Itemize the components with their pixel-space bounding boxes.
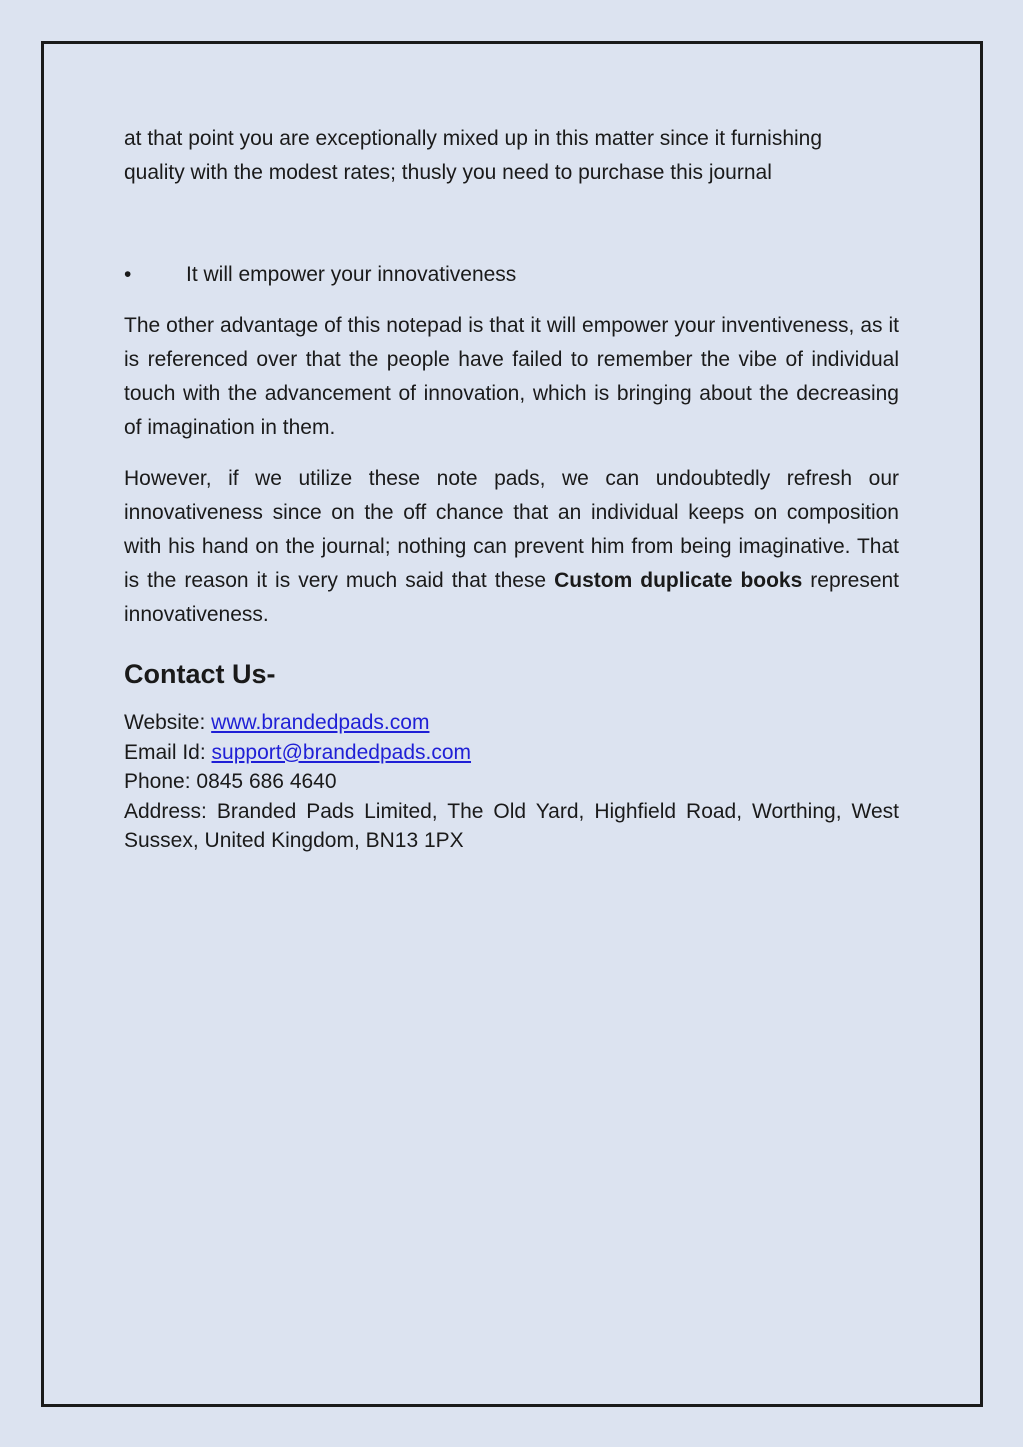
paragraph-text-before-bold: However, if we utilize these note pads, we can undoubtedly refresh our innovativeness since on the off chance that an individual keeps on composition with his hand on the journal; nothing can prevent him from being imaginative. That is the reason it is very much said that these: [124, 467, 899, 592]
custom-duplicate-books-highlight: Custom duplicate books: [554, 569, 803, 592]
intro-line-1: at that point you are exceptionally mixed up in this matter since it furnishing: [124, 127, 823, 150]
bullet-text: It will empower your innovativeness: [186, 263, 517, 286]
bullet-item: [124, 258, 899, 292]
advantage-paragraph: The other advantage of this notepad is that it will empower your inventiveness, as it is referenced over that the people have failed to remember the vibe of individual touch with the advancement of innovation, which is bringing about the decreasing of imagination in them.: [124, 314, 899, 439]
contact-heading: Contact Us-: [124, 659, 276, 689]
address-line: Address: Branded Pads Limited, The Old Yard, Highfield Road, Worthing, West Sussex, United Kingdom, BN13 1PX: [124, 799, 899, 852]
email-line: [124, 738, 899, 768]
contact-details: [124, 708, 899, 856]
bullet-icon: •: [124, 263, 132, 286]
email-link[interactable]: support@brandedpads.com: [211, 740, 472, 764]
intro-paragraph: [124, 122, 899, 190]
website-line: [124, 708, 899, 738]
document-body: [124, 122, 899, 856]
website-link[interactable]: www.brandedpads.com: [211, 711, 430, 734]
paragraph-text-after-bold: represent innovativeness.: [124, 569, 900, 626]
intro-line-2: quality with the modest rates; thusly you need to purchase this journal: [124, 161, 772, 184]
email-label: Email Id:: [124, 740, 212, 764]
innovativeness-paragraph: [124, 462, 899, 632]
website-label: Website:: [124, 711, 212, 734]
phone-line: Phone: 0845 686 4640: [124, 770, 337, 793]
